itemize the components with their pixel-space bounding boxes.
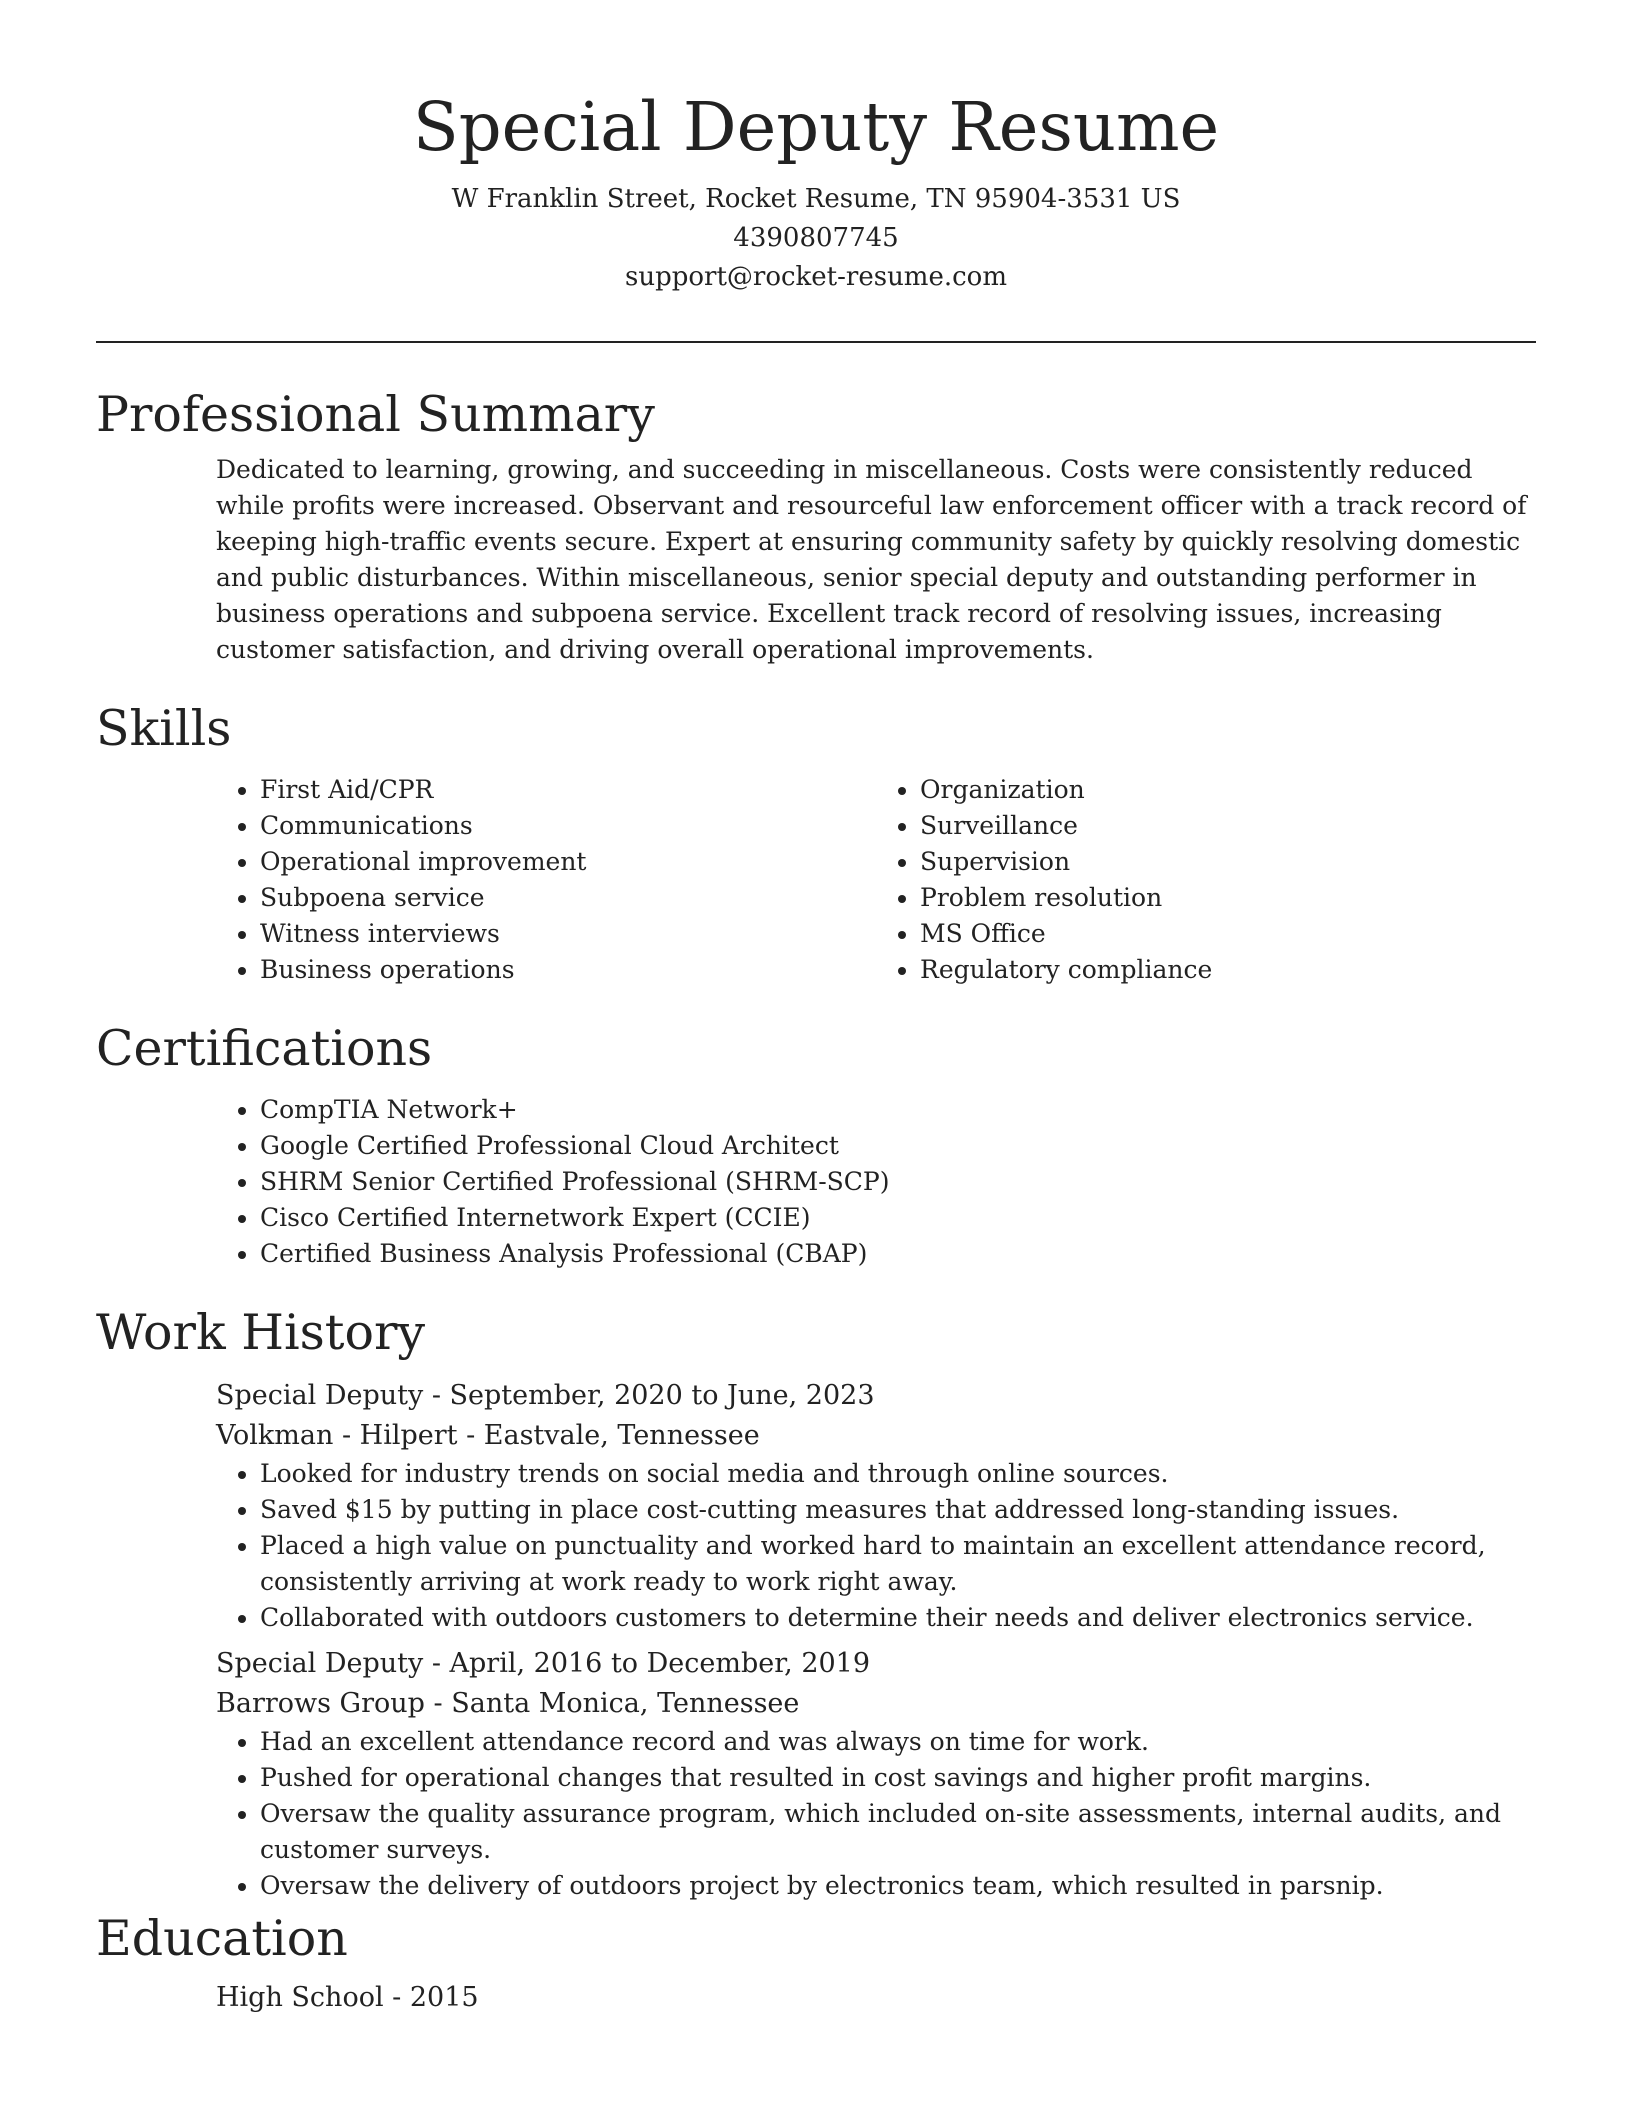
skill-item: • Organization: [920, 772, 1536, 808]
certifications-heading: Certifications: [96, 1020, 433, 1077]
job-employer-line: Volkman - Hilpert - Eastvale, Tennessee: [216, 1420, 760, 1451]
skills-list-left: [216, 772, 876, 988]
education-entry: High School - 2015: [216, 1982, 479, 2013]
skill-item: • Witness interviews: [260, 916, 876, 952]
job-entry: [216, 1376, 1536, 1636]
resume-body: [96, 380, 1536, 2018]
job-bullet: • Oversaw the delivery of outdoors project by electronics team, which resulted in parsnip.: [260, 1868, 1536, 1904]
job-bullets: [216, 1456, 1536, 1636]
skill-item: • MS Office: [920, 916, 1536, 952]
job-bullets: [216, 1724, 1536, 1904]
resume-header: [0, 0, 1632, 297]
contact-block: [0, 180, 1632, 297]
job-bullet: • Oversaw the quality assurance program, which included on-site assessments, internal audits, and customer surveys.: [260, 1796, 1536, 1868]
certifications-list: [216, 1092, 1536, 1272]
job-employer-line: Barrows Group - Santa Monica, Tennessee: [216, 1688, 800, 1719]
job-bullet: • Had an excellent attendance record and was always on time for work.: [260, 1724, 1536, 1760]
job-bullet: • Pushed for operational changes that resulted in cost savings and higher profit margins.: [260, 1760, 1536, 1796]
skills-heading: Skills: [96, 700, 232, 757]
summary-text: Dedicated to learning, growing, and succeeding in miscellaneous. Costs were consistently reduced while profits were increased. Observant and resourceful law enforcement officer with a track record of keeping high-traffic events secure. Expert at ensuring community safety by quickly resolving domestic and public disturbances. Within miscellaneous, senior special deputy and outstanding performer in business operations and subpoena service. Excellent track record of resolving issues, increasing customer satisfaction, and driving overall operational improvements.: [216, 455, 1527, 664]
job-title-line: Special Deputy - September, 2020 to June, 2023: [216, 1380, 875, 1411]
certification-item: • Google Certified Professional Cloud Architect: [260, 1128, 1536, 1164]
skill-item: • First Aid/CPR: [260, 772, 876, 808]
skill-item: • Communications: [260, 808, 876, 844]
job-bullet: • Collaborated with outdoors customers to determine their needs and deliver electronics service.: [260, 1600, 1536, 1636]
skills-list-right: [876, 772, 1536, 988]
summary-heading: Professional Summary: [96, 386, 655, 443]
contact-address: W Franklin Street, Rocket Resume, TN 95904-3531 US: [451, 184, 1181, 214]
resume-title: Special Deputy Resume: [412, 88, 1220, 166]
certification-item: • CompTIA Network+: [260, 1092, 1536, 1128]
skill-item: • Regulatory compliance: [920, 952, 1536, 988]
skill-item: • Supervision: [920, 844, 1536, 880]
skill-item: • Operational improvement: [260, 844, 876, 880]
skill-item: • Problem resolution: [920, 880, 1536, 916]
job-bullet: • Looked for industry trends on social media and through online sources.: [260, 1456, 1536, 1492]
certification-item: • Certified Business Analysis Professional (CBAP): [260, 1236, 1536, 1272]
certifications-block: [216, 1092, 1536, 1272]
job-title-line: Special Deputy - April, 2016 to December, 2019: [216, 1648, 871, 1679]
contact-phone: 4390807745: [733, 223, 899, 253]
certification-item: • Cisco Certified Internetwork Expert (CCIE): [260, 1200, 1536, 1236]
skill-item: • Subpoena service: [260, 880, 876, 916]
job-entry: [216, 1644, 1536, 1904]
certification-item: • SHRM Senior Certified Professional (SHRM-SCP): [260, 1164, 1536, 1200]
contact-email: support@rocket-resume.com: [624, 262, 1007, 292]
header-divider: [96, 341, 1536, 343]
education-heading: Education: [96, 1910, 348, 1967]
work-history-heading: Work History: [96, 1304, 426, 1361]
skill-item: • Business operations: [260, 952, 876, 988]
skills-grid: [216, 772, 1536, 988]
job-bullet: • Placed a high value on punctuality and worked hard to maintain an excellent attendance record, consistently arriving at work ready to work right away.: [260, 1528, 1536, 1600]
skill-item: • Surveillance: [920, 808, 1536, 844]
job-bullet: • Saved $15 by putting in place cost-cutting measures that addressed long-standing issues.: [260, 1492, 1536, 1528]
